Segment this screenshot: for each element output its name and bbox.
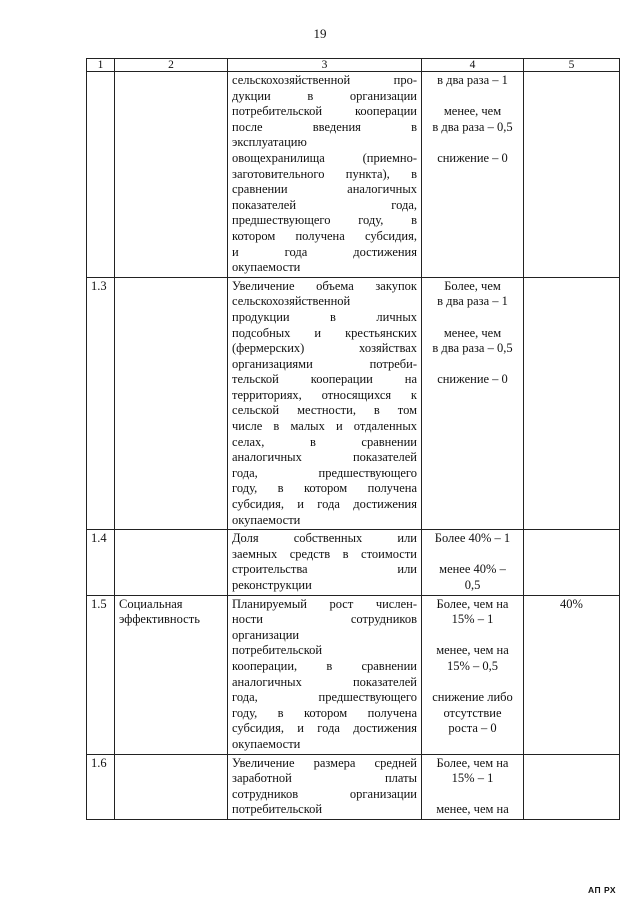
table-row — [87, 530, 620, 595]
score-cell — [422, 530, 524, 595]
indicator-line: и года достижения — [232, 244, 417, 259]
indicator-line: подсобных и крестьянских — [232, 325, 417, 340]
indicator-line: эксплуатацию — [232, 135, 307, 150]
indicator-line: Доля собственных или — [232, 531, 417, 546]
score-line — [426, 89, 519, 105]
indicator-cell — [228, 754, 422, 819]
indicator-line: ности сотрудников — [232, 612, 417, 627]
indicator-line: сравнении аналогичных — [232, 182, 417, 197]
score-line: снижение – 0 — [437, 150, 508, 165]
table-header-row — [87, 59, 620, 72]
score-cell — [422, 754, 524, 819]
score-line: менее, чем на — [436, 643, 509, 658]
indicator-line: показателей года, — [232, 197, 417, 212]
indicator-line: года, предшествующего — [232, 465, 417, 480]
indicator-line: года, предшествующего — [232, 690, 417, 705]
indicator-line: сельскохозяйственной — [232, 294, 351, 309]
document-stamp: АП РХ — [587, 885, 616, 895]
score-line: в два раза – 1 — [437, 73, 508, 87]
table-row — [87, 277, 620, 530]
score-line: 15% – 1 — [451, 612, 494, 627]
indicator-line: заработной платы — [232, 771, 417, 786]
weight-cell: 40% — [524, 595, 620, 754]
score-line: менее, чем — [443, 325, 502, 340]
table-row — [87, 72, 620, 278]
indicator-line: сельскохозяйственной про- — [232, 73, 417, 87]
score-line: снижение – 0 — [437, 372, 508, 387]
indicator-line: окупаемости — [232, 736, 301, 751]
score-cell — [422, 72, 524, 278]
score-line: в два раза – 0,5 — [432, 341, 513, 356]
score-line — [426, 135, 519, 151]
indicator-line: году, в котором получена — [232, 705, 417, 720]
indicator-line: строительства или — [232, 562, 417, 577]
row-number — [87, 72, 115, 278]
row-number: 1.4 — [87, 530, 115, 595]
weight-cell — [524, 530, 620, 595]
indicator-line: субсидия, и года достижения — [232, 497, 417, 512]
indicator-line: году, в котором получена — [232, 481, 417, 496]
score-line: 15% – 0,5 — [446, 658, 499, 673]
indicator-line: (фермерских) хозяйствах — [232, 341, 417, 356]
indicator-line: реконструкции — [232, 578, 312, 592]
row-number: 1.3 — [87, 277, 115, 530]
column-header: 2 — [115, 59, 228, 72]
indicator-line: субсидия, и года достижения — [232, 721, 417, 736]
criterion-cell — [115, 277, 228, 530]
score-line: роста – 0 — [448, 721, 497, 736]
indicator-line: числе в малых и отдаленных — [232, 419, 417, 434]
indicator-line: потребительской — [232, 643, 323, 658]
indicator-line: котором получена субсидия, — [232, 228, 417, 243]
indicator-line: заемных средств в стоимости — [232, 546, 417, 561]
column-header: 3 — [228, 59, 422, 72]
score-line — [426, 628, 519, 644]
indicator-line: Увеличение размера средней — [232, 755, 417, 770]
criterion-cell — [115, 595, 228, 754]
indicator-line: аналогичных показателей — [232, 674, 417, 689]
indicator-line: сельской местности, в том — [232, 403, 417, 418]
criteria-table — [86, 58, 620, 820]
indicator-line: дукции в организации — [232, 88, 417, 103]
score-line — [426, 547, 519, 563]
score-cell — [422, 277, 524, 530]
criterion-cell — [115, 754, 228, 819]
indicator-line: организациями потреби- — [232, 356, 417, 371]
score-cell — [422, 595, 524, 754]
indicator-line: селах, в сравнении — [232, 434, 417, 449]
indicator-line: потребительской кооперации — [232, 104, 417, 119]
score-line: 15% – 1 — [451, 771, 494, 786]
indicator-line: тельской кооперации на — [232, 372, 417, 387]
indicator-line: сотрудников организации — [232, 786, 417, 801]
criterion-line: эффективность — [119, 612, 200, 627]
indicator-line: территориях, относящихся к — [232, 387, 417, 402]
indicator-cell — [228, 595, 422, 754]
weight-cell — [524, 277, 620, 530]
indicator-cell — [228, 530, 422, 595]
score-line: в два раза – 0,5 — [432, 119, 513, 134]
page-number: 19 — [313, 26, 327, 41]
score-line — [426, 310, 519, 326]
row-number: 1.6 — [87, 754, 115, 819]
score-line — [426, 787, 519, 803]
score-line: менее, чем на — [436, 802, 509, 817]
table-row — [87, 754, 620, 819]
indicator-line: предшествующего году, в — [232, 213, 417, 228]
score-line — [426, 357, 519, 373]
score-line: 0,5 — [464, 578, 481, 592]
indicator-line: заготовительного пункта), в — [232, 166, 417, 181]
weight-cell — [524, 72, 620, 278]
indicator-line: овощехранилища (приемно- — [232, 150, 417, 165]
score-line: отсутствие — [443, 705, 502, 720]
row-number: 1.5 — [87, 595, 115, 754]
score-line: менее 40% – — [439, 562, 506, 577]
indicator-line: после введения в — [232, 119, 417, 134]
criterion-cell — [115, 72, 228, 278]
score-line: снижение либо — [432, 690, 513, 705]
indicator-line: окупаемости — [232, 512, 301, 527]
indicator-line: организации — [232, 627, 300, 642]
indicator-line: кооперации, в сравнении — [232, 658, 417, 673]
score-line: Более, чем на — [436, 755, 509, 770]
indicator-cell — [228, 277, 422, 530]
indicator-line: Увеличение объема закупок — [232, 278, 417, 293]
column-header: 1 — [87, 59, 115, 72]
weight-cell — [524, 754, 620, 819]
criterion-line: Социальная — [119, 596, 183, 611]
indicator-line: аналогичных показателей — [232, 450, 417, 465]
score-line: Более, чем на — [436, 596, 509, 611]
indicator-cell — [228, 72, 422, 278]
indicator-line: потребительской — [232, 802, 323, 817]
column-header: 4 — [422, 59, 524, 72]
indicator-line: окупаемости — [232, 260, 301, 275]
indicator-line: продукции в личных — [232, 309, 417, 324]
indicator-line: Планируемый рост числен- — [232, 596, 417, 611]
table-row — [87, 595, 620, 754]
score-line — [426, 675, 519, 691]
score-line: Более, чем — [444, 278, 501, 293]
score-line: менее, чем — [443, 104, 502, 119]
column-header: 5 — [524, 59, 620, 72]
score-line: в два раза – 1 — [437, 294, 508, 309]
criterion-cell — [115, 530, 228, 595]
score-line: Более 40% – 1 — [434, 531, 511, 546]
